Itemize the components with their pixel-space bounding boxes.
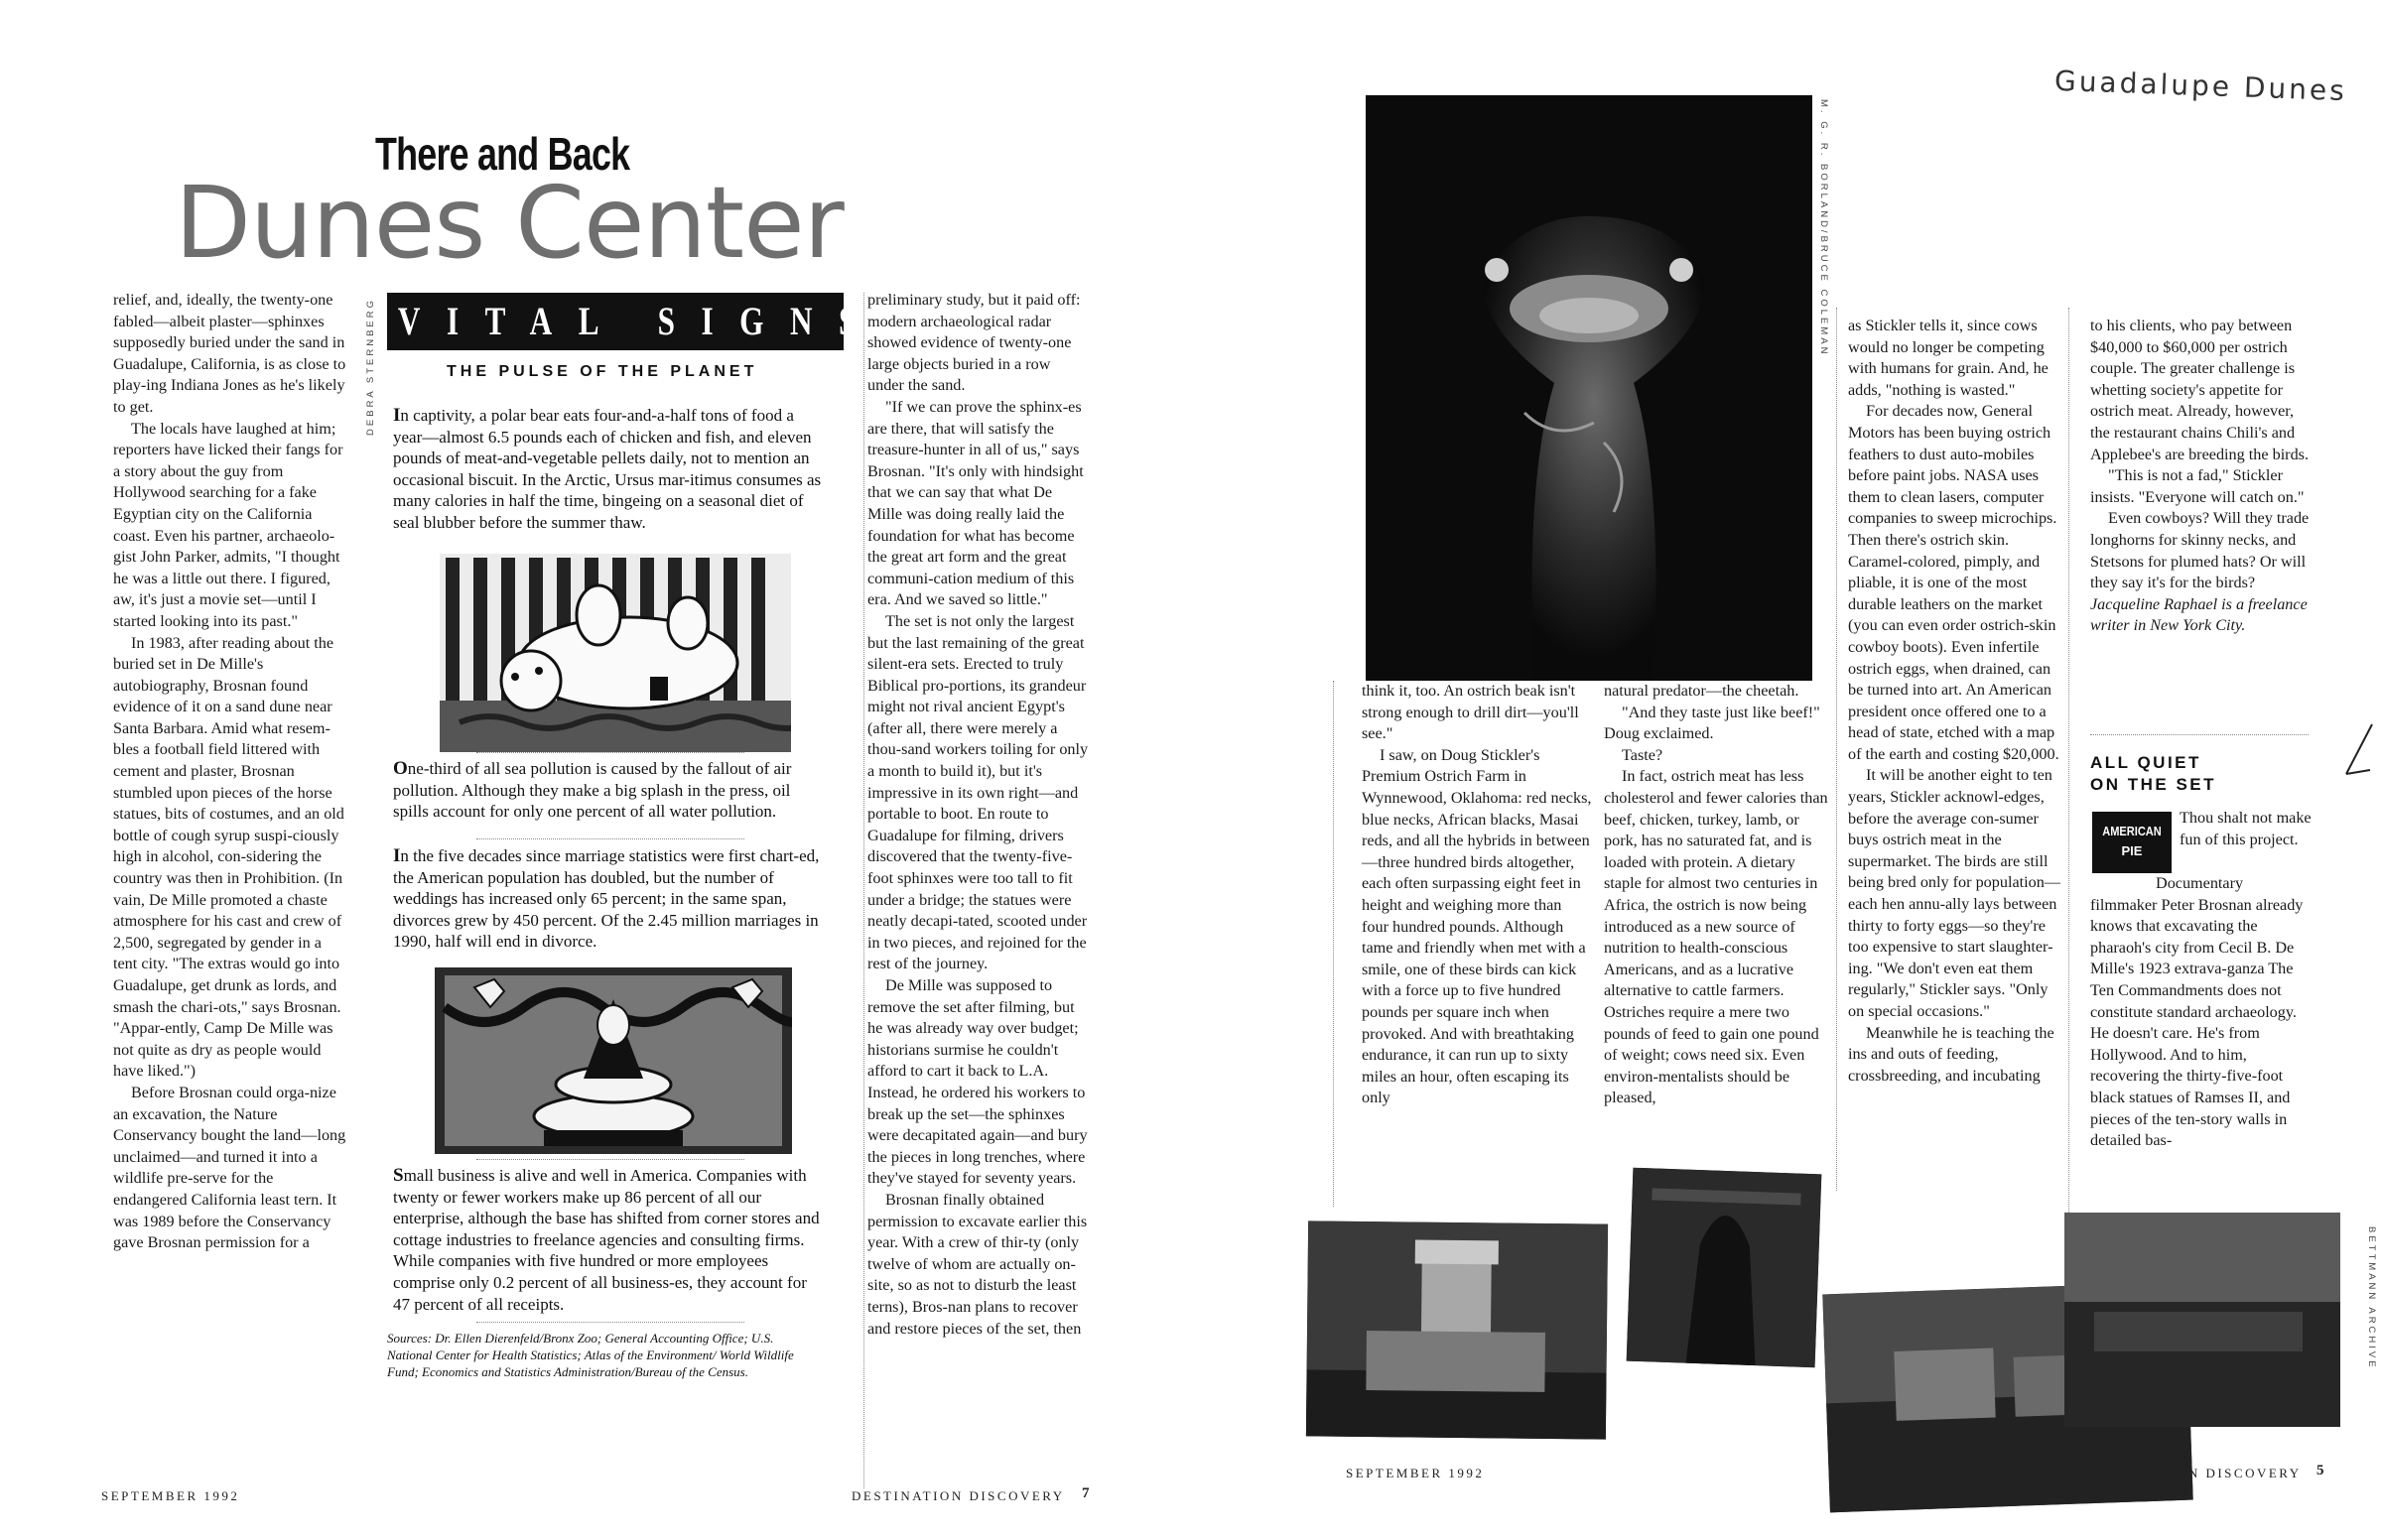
column-rule bbox=[863, 293, 864, 1488]
handwritten-note: Guadalupe Dunes bbox=[2053, 64, 2348, 108]
drop-cap: O bbox=[393, 758, 408, 779]
divider bbox=[476, 838, 744, 839]
vital-sign-item bbox=[393, 758, 822, 823]
paragraph: Meanwhile he is teaching the ins and outs of feeding, crossbreeding, and incubating bbox=[1848, 1023, 2054, 1085]
author-byline: Jacqueline Raphael is a freelance writer in New York City. bbox=[2090, 594, 2308, 635]
sidebar-heading bbox=[2090, 752, 2216, 796]
right-column-4 bbox=[2090, 316, 2311, 637]
vital-signs-credit: DEBRA STERNBERG bbox=[365, 298, 376, 436]
drop-cap: S bbox=[393, 1165, 404, 1186]
vital-sign-item bbox=[393, 845, 822, 953]
paragraph: It will be another eight to ten years, Stickler acknowl-edges, before the average con-sumer buys ostrich meat in the supermarket. The birds are still being bred only for population—each hen annu-ally lays between thirty to forty eggs—so they're too expensive to start slaughter-ing. "We don't even eat them regularly," Stickler says. "Only on special occasions." bbox=[1848, 766, 2060, 1020]
film-stills-credit: BETTMANN ARCHIVE bbox=[2366, 1226, 2377, 1370]
vital-signs-subtitle: THE PULSE OF THE PLANET bbox=[447, 363, 758, 380]
sidebar-lead: Thou shalt not make fun of this project. bbox=[2180, 809, 2312, 848]
paragraph: think it, too. An ostrich beak isn't strong enough to drill dirt—you'll see." bbox=[1362, 682, 1579, 743]
column-rule bbox=[1333, 681, 1334, 1207]
vital-sign-text: n captivity, a polar bear eats four-and-a-half tons of food a year—almost 6.5 pounds each of chicken and fish, and eleven pounds of meat-and-vegetable pellets daily, not to mention an occasional biscuit. In the Arctic, Ursus mar-itimus consumes as many calories in half the time, bingeing on a seasonal diet of seal blubber before the summer thaw. bbox=[393, 406, 822, 532]
vital-sign-text: mall business is alive and well in America. Companies with twenty or fewer workers make up 86 percent of all our enterprise, although the base has shifted from corner stores and cottage industries to freelance agencies and consulting firms. While companies with five hundred or more employees comprise only 0.2 percent of all business-es, they account for 47 percent of all receipts. bbox=[393, 1166, 820, 1314]
page-number: 5 bbox=[2316, 1463, 2326, 1478]
paragraph: as Stickler tells it, since cows would no longer be competing with humans for grain. And, he adds, "nothing is wasted." bbox=[1848, 317, 2049, 399]
vital-sign-item bbox=[393, 405, 822, 534]
ostrich-photo-credit: M. G. R. BORLAND/BRUCE COLEMAN bbox=[1818, 99, 1829, 357]
badge-line: PIE bbox=[2121, 843, 2143, 858]
vital-signs-banner bbox=[387, 293, 882, 350]
vital-sign-text: ne-third of all sea pollution is caused by the fallout of air pollution. Although they make a big splash in the press, oil spills account for only one percent of all water pollution. bbox=[393, 759, 792, 822]
right-column-2 bbox=[1604, 681, 1832, 1109]
paragraph: "This is not a fad," Stickler insists. "Everyone will catch on." bbox=[2090, 466, 2305, 506]
sidebar-heading-line: ON THE SET bbox=[2090, 775, 2217, 794]
right-page bbox=[1151, 0, 2381, 1540]
paragraph: In 1983, after reading about the buried set in De Mille's autobiography, Brosnan found evidence of it on a sand dune near Santa Barbara. Amid what resem-bles a football field littered with cement and plaster, Brosnan stumbled upon pieces of the horse statues, bits of costumes, and an old bottle of cough syrup suspi-ciously high in alcohol, con-sidering the country was then in Prohibition. (In vain, De Mille promoted a chaste atmosphere for his cast and crew of 2,500, segregated by gender in a tent city. "The extras would go into Guadalupe, get drunk as lords, and smash the chari-ots," says Brosnan. "Appar-ently, Camp De Mille was not quite as dry as people would have liked.") bbox=[113, 633, 344, 1081]
paragraph: natural predator—the cheetah. bbox=[1604, 682, 1799, 700]
polar-bear-illustration bbox=[440, 554, 791, 752]
film-still-wall bbox=[2064, 1213, 2340, 1427]
paragraph: relief, and, ideally, the twenty-one fabled—albeit plaster—sphinxes supposedly buried under the sand in Guadalupe, California, is as close to play-ing Indiana Jones as he's likely to get. bbox=[113, 291, 346, 416]
paragraph: In fact, ostrich meat has less cholesterol and fewer calories than beef, chicken, turkey, lamb, or pork, has no saturated fat, and is loaded with protein. A dietary staple for almost two centuries in Africa, the ostrich is now being introduced as a new source of nutrition to health-conscious Americans, and as a lucrative alternative to cattle farmers. Ostriches require a mere two pounds of feed to gain one pound of weight; cows need six. Even environ-mentalists should be pleased, bbox=[1604, 767, 1828, 1107]
paragraph: Before Brosnan could orga-nize an excavation, the Nature Conservancy bought the land—long unclaimed—and turned it into a wildlife pre-serve for the endangered California least tern. It was 1989 before the Conservancy gave Brosnan permission for a bbox=[113, 1083, 346, 1252]
left-page bbox=[0, 0, 1151, 1540]
film-still-statue bbox=[1627, 1168, 1822, 1368]
paragraph: The locals have laughed at him; reporters have licked their fangs for a story about the guy from Hollywood searching for a fake Egyptian city on the California coast. Even his partner, archaeolo-gist John Parker, admits, "I thought he was a little out there. I figured, aw, it's just a movie set—until I started looking into its past." bbox=[113, 419, 343, 630]
paragraph: Brosnan finally obtained permission to excavate earlier this year. With a crew of thir-ty (only twelve of whom are actually on-site, so as not to disturb the least terns), Bros-nan plans to recover and restore pieces of the set, then bbox=[867, 1190, 1088, 1338]
paragraph: I saw, on Doug Stickler's Premium Ostrich Farm in Wynnewood, Oklahoma: red necks, blue necks, African blacks, Masai reds, and all the hybrids in between—three hundred birds altogether, each often surpassing eight feet in height and weighing more than four hundred pounds. Although tame and friendly when met with a smile, one of these birds can kick with a force up to five hundred pounds per square inch when provoked. And with breathtaking endurance, it can run up to sixty miles an hour, often escaping its only bbox=[1362, 745, 1592, 1107]
column-rule bbox=[1836, 308, 1837, 1191]
paragraph: preliminary study, but it paid off: modern archaeological radar showed evidence of twenty-one large objects buried in a row under the sand. bbox=[867, 291, 1081, 395]
overlay-title: Dunes Center bbox=[175, 165, 844, 281]
paragraph: De Mille was supposed to remove the set after filming, but he was already way over budget; historians surmise he couldn't afford to cart it back to L.A. Instead, he ordered his workers to break up the set—the sphinxes were decapitated again—and bury the pieces in long trenches, where they've stayed for seventy years. bbox=[867, 976, 1088, 1188]
divider bbox=[476, 1159, 744, 1160]
footer-date: SEPTEMBER 1992 bbox=[101, 1488, 240, 1503]
right-column-3 bbox=[1848, 316, 2066, 1087]
vital-signs-sources: Sources: Dr. Ellen Dierenfeld/Bronx Zoo; General Accounting Office; U.S. National Center for Health Statistics; Atlas of the Environment/ World Wildlife Fund; Economics and Statistics Administration/Bureau of the Census. bbox=[387, 1331, 794, 1379]
drop-cap: I bbox=[393, 405, 401, 426]
wedding-illustration bbox=[435, 967, 792, 1154]
footer-magazine: DESTINATION DISCOVERY bbox=[852, 1488, 1065, 1503]
kicker-title: There and Back bbox=[375, 128, 630, 180]
paragraph: Taste? bbox=[1622, 745, 1663, 764]
paragraph: Even cowboys? Will they trade longhorns for skinny necks, and Stetsons for plumed hats? Or will they say it's for the birds? bbox=[2090, 509, 2310, 592]
paragraph: "If we can prove the sphinx-es are there, that will satisfy the treasure-hunter in all of us," says Brosnan. "It's only with hindsight that we can say that what De Mille was doing really laid the foundation for what has become the great art form and the great communi-cation medium of this era. And we saved so little." bbox=[867, 397, 1084, 609]
vital-sign-text: n the five decades since marriage statistics were first chart-ed, the American population has doubled, but the number of weddings has increased only 65 percent; in the same span, divorces grew by 450 percent. Of the 2.45 million marriages in 1990, half will end in divorce. bbox=[393, 846, 820, 952]
drop-cap: I bbox=[393, 845, 401, 866]
vital-signs-banner-text: VITAL SIGNS bbox=[397, 299, 882, 343]
paragraph: For decades now, General Motors has been buying ostrich feathers to dust auto-mobiles before paint jobs. NASA uses them to clean lasers, computer companies to sweep microchips. Then there's ostrich skin. Caramel-colored, pimply, and pliable, it is one of the most durable leathers on the market (you can even order ostrich-skin cowboy boots). Even infertile ostrich eggs, when drained, can be turned into art. An American president once offered one to a head of state, etched with a map of the earth and costing $20,000. bbox=[1848, 402, 2059, 763]
paragraph: "And they taste just like beef!" Doug exclaimed. bbox=[1604, 703, 1820, 743]
right-column-1 bbox=[1362, 681, 1592, 1109]
ostrich-photo bbox=[1366, 95, 1812, 681]
paragraph: The set is not only the largest but the last remaining of the great silent-era sets. Erected to truly Biblical pro-portions, its grandeur might not rival ancient Egypt's (after all, there were merely a thou-sand workers toiling for only a month to build it), but it's impressive in its own right—and portable to boot. En route to Guadalupe for filming, drivers discovered that the twenty-five-foot sphinxes were too tall to fit under a bridge; the statues were neatly decapi-tated, scooted under in two pieces, and rejoined for the rest of the journey. bbox=[867, 611, 1089, 973]
paragraph: to his clients, who pay between $40,000 to $60,000 per ostrich couple. The greater challenge is whetting society's appetite for ostrich meat. Already, however, the restaurant chains Chili's and Applebee's are breeding the birds. bbox=[2090, 317, 2310, 463]
sidebar-body: Documentary filmmaker Peter Brosnan already knows that excavating the pharaoh's city from Cecil B. De Mille's 1923 extrava-ganza The Ten Commandments does not constitute standard archaeology. He doesn't care. He's from Hollywood. And to him, recovering the thirty-five-foot black statues of Ramses II, and pieces of the ten-story walls in detailed bas- bbox=[2090, 874, 2304, 1150]
left-column-3 bbox=[867, 290, 1090, 1340]
vital-sign-item bbox=[393, 1165, 822, 1315]
page-number: 7 bbox=[1082, 1485, 1092, 1501]
footer-date: SEPTEMBER 1992 bbox=[1346, 1466, 1485, 1480]
sidebar-heading-line: ALL QUIET bbox=[2090, 753, 2201, 772]
divider bbox=[2090, 734, 2309, 735]
margin-arrow bbox=[2340, 720, 2376, 785]
divider bbox=[476, 752, 744, 753]
divider bbox=[476, 1322, 744, 1323]
american-pie-badge bbox=[2092, 812, 2172, 873]
footer-magazine: DESTINATION DISCOVERY bbox=[2088, 1466, 2302, 1480]
badge-line: AMERICAN bbox=[2102, 824, 2162, 838]
left-column-1 bbox=[113, 290, 347, 1254]
film-still-sphinx bbox=[1306, 1220, 1608, 1439]
